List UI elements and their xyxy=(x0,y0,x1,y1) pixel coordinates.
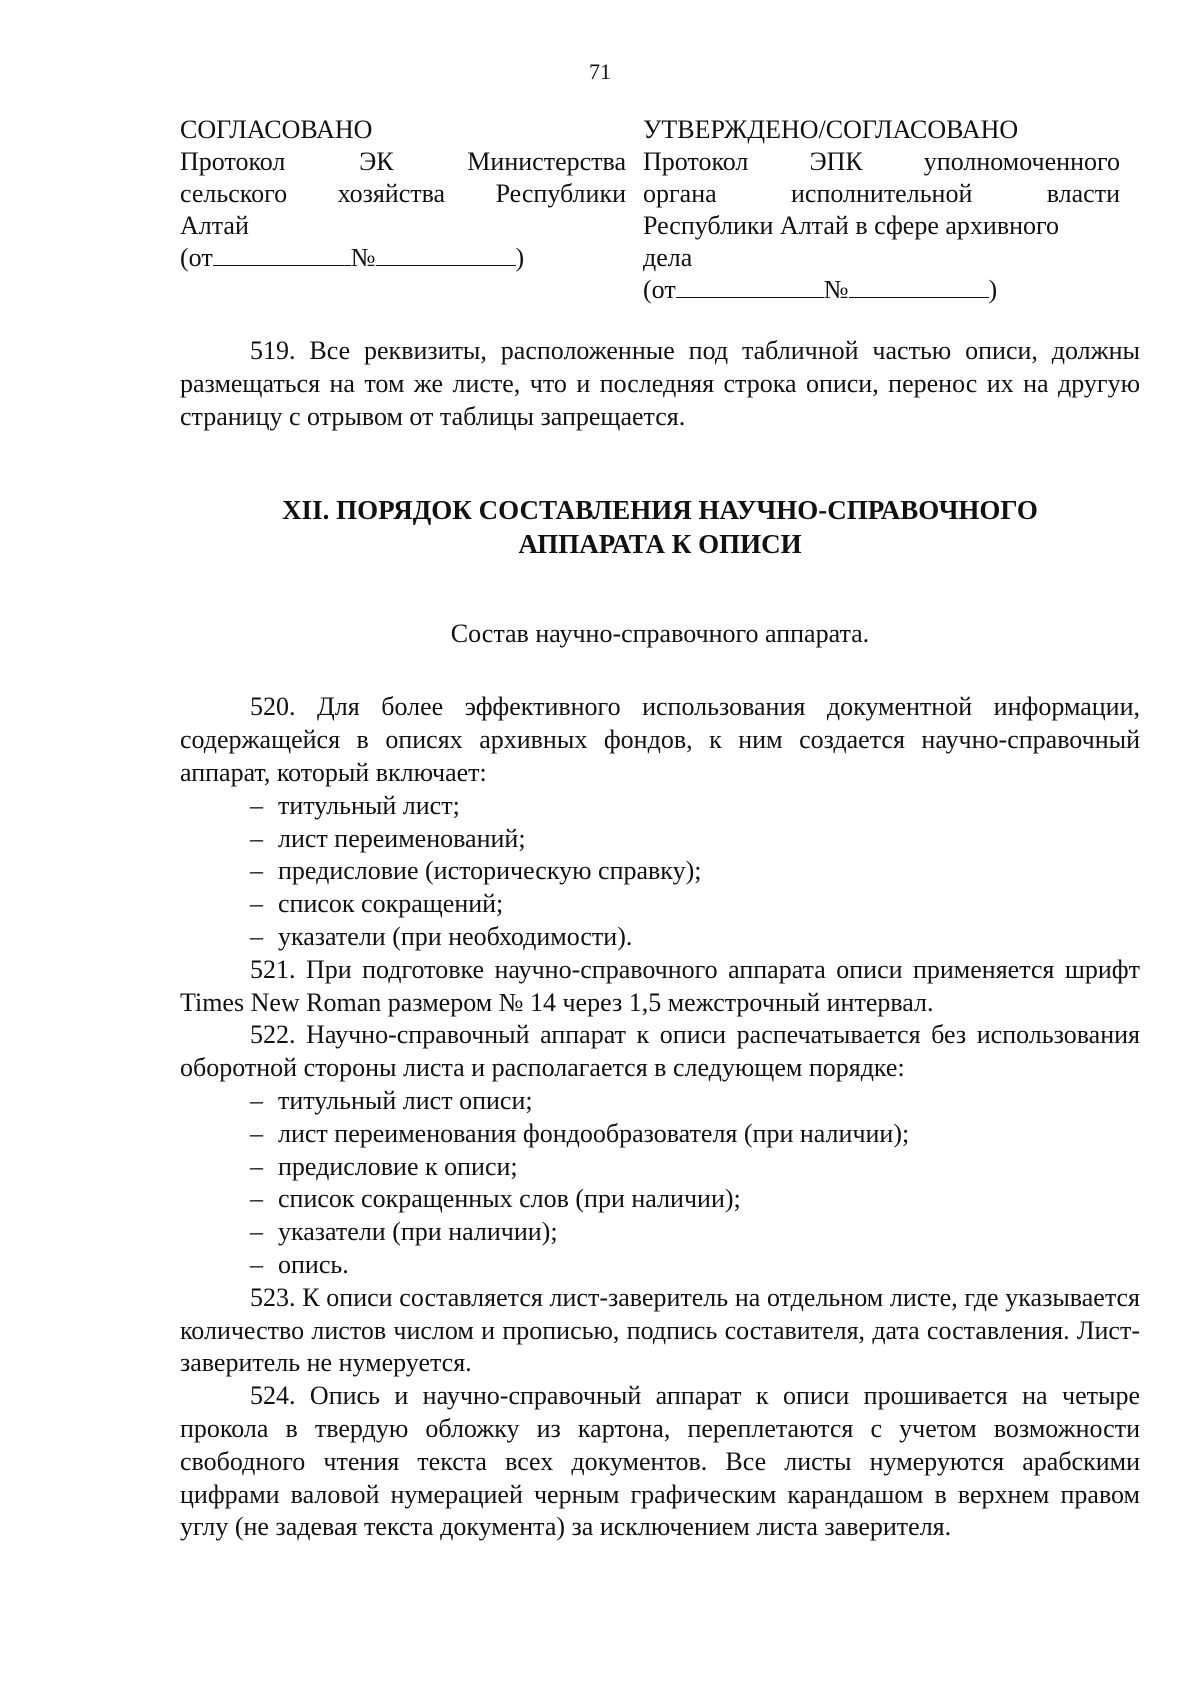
approval-left xyxy=(180,114,626,274)
approval-left-heading: СОГЛАСОВАНО xyxy=(180,115,373,144)
section-title-line-2: АППАРАТА К ОПИСИ xyxy=(518,529,802,560)
approval-left-number-sign: № xyxy=(350,243,376,272)
paragraph-520: 520. Для более эффективного использования документной информации, содержащейся в описях архивных фондов, к ним создается научно-справочный аппарат, который включает: xyxy=(180,692,1140,787)
list-dash: – xyxy=(250,856,263,886)
list-dash: – xyxy=(250,1249,263,1279)
paragraph-521: 521. При подготовке научно-справочного аппарата описи применяется шрифт Times New Roman размером № 14 через 1,5 межстрочный интервал. xyxy=(180,954,1140,1017)
list-item-text: титульный лист описи; xyxy=(278,1085,533,1115)
list-item xyxy=(180,1151,1140,1184)
list-item xyxy=(180,888,1140,921)
approval-left-line-3: Алтай xyxy=(180,211,249,240)
paragraph-523: 523. К описи составляется лист-заверитель на отдельном листе, где указывается количество листов числом и прописью, подпись составителя, дата составления. Лист-заверитель не нумеруется. xyxy=(180,1282,1140,1378)
list-item-text: список сокращенных слов (при наличии); xyxy=(278,1184,741,1214)
list-dash: – xyxy=(250,1151,263,1181)
list-item-text: опись. xyxy=(278,1249,349,1279)
list-dash: – xyxy=(250,1184,263,1214)
approval-right-number-sign: № xyxy=(823,275,849,304)
list-520 xyxy=(180,790,1140,954)
list-dash: – xyxy=(250,1217,263,1247)
approval-right-date-prefix: (от xyxy=(643,275,676,304)
date-blank xyxy=(676,275,824,298)
list-item xyxy=(180,790,1140,823)
list-item-text: список сокращений; xyxy=(278,889,504,919)
approval-right-heading: УТВЕРЖДЕНО/СОГЛАСОВАНО xyxy=(643,115,1019,144)
list-dash: – xyxy=(250,1118,263,1148)
section-title-line-1: XII. ПОРЯДОК СОСТАВЛЕНИЯ НАУЧНО-СПРАВОЧНОГО xyxy=(282,495,1038,526)
approval-block xyxy=(180,114,1120,324)
list-dash: – xyxy=(250,790,263,820)
list-dash: – xyxy=(250,921,263,951)
approval-right-line-4: дела xyxy=(643,243,693,272)
approval-left-close: ) xyxy=(515,243,525,272)
paragraph-522: 522. Научно-справочный аппарат к описи распечатывается без использования оборотной стороны листа и располагается в следующем порядке: xyxy=(180,1020,1140,1083)
approval-right xyxy=(643,114,1120,306)
document-body xyxy=(180,335,1140,1544)
approval-right-date-line xyxy=(643,274,1120,306)
list-item xyxy=(180,1249,1140,1282)
approval-left-date-prefix: (от xyxy=(180,243,213,272)
list-item-text: предисловие к описи; xyxy=(278,1151,518,1181)
list-item xyxy=(180,1118,1140,1151)
list-item xyxy=(180,1183,1140,1216)
list-item xyxy=(180,823,1140,856)
section-title xyxy=(180,493,1140,561)
subheading: Состав научно-справочного аппарата. xyxy=(450,619,870,649)
list-dash: – xyxy=(250,1085,263,1115)
list-item-text: предисловие (историческую справку); xyxy=(278,856,702,886)
list-522 xyxy=(180,1085,1140,1282)
number-blank xyxy=(849,275,989,298)
list-item-text: лист переименований; xyxy=(278,823,526,853)
approval-left-line-2: сельского хозяйства Республики xyxy=(180,179,626,208)
number-blank xyxy=(376,243,516,266)
list-item xyxy=(180,855,1140,888)
list-item-text: лист переименования фондообразователя (при наличии); xyxy=(278,1118,910,1148)
list-item-text: указатели (при наличии); xyxy=(278,1217,558,1247)
approval-right-line-1: Протокол ЭПК уполномоченного xyxy=(643,147,1120,176)
paragraph-524: 524. Опись и научно-справочный аппарат к описи прошивается на четыре прокола в твердую обложку из картона, переплетаются с учетом возможности свободного чтения текста всех документов. Все листы нумеруются арабскими цифрами валовой нумерацией черным графическим карандашом в верхнем правом углу (не задевая текста документа) за исключением листа заверителя. xyxy=(180,1381,1140,1542)
paragraph-519: 519. Все реквизиты, расположенные под табличной частью описи, должны размещаться на том же листе, что и последняя строка описи, перенос их на другую страницу с отрывом от таблицы запрещается. xyxy=(180,336,1140,431)
approval-left-line-1: Протокол ЭК Министерства xyxy=(180,147,626,176)
approval-left-date-line xyxy=(180,242,626,274)
list-item-text: титульный лист; xyxy=(278,790,460,820)
list-item xyxy=(180,1216,1140,1249)
list-dash: – xyxy=(250,823,263,853)
list-item-text: указатели (при необходимости). xyxy=(278,921,633,951)
approval-right-line-2: органа исполнительной власти xyxy=(643,179,1120,208)
approval-right-line-3: Республики Алтай в сфере архивного xyxy=(643,211,1060,240)
list-item xyxy=(180,921,1140,954)
list-dash: – xyxy=(250,889,263,919)
date-blank xyxy=(213,243,351,266)
list-item xyxy=(180,1085,1140,1118)
page-number: 71 xyxy=(589,59,611,84)
approval-right-close: ) xyxy=(988,275,998,304)
